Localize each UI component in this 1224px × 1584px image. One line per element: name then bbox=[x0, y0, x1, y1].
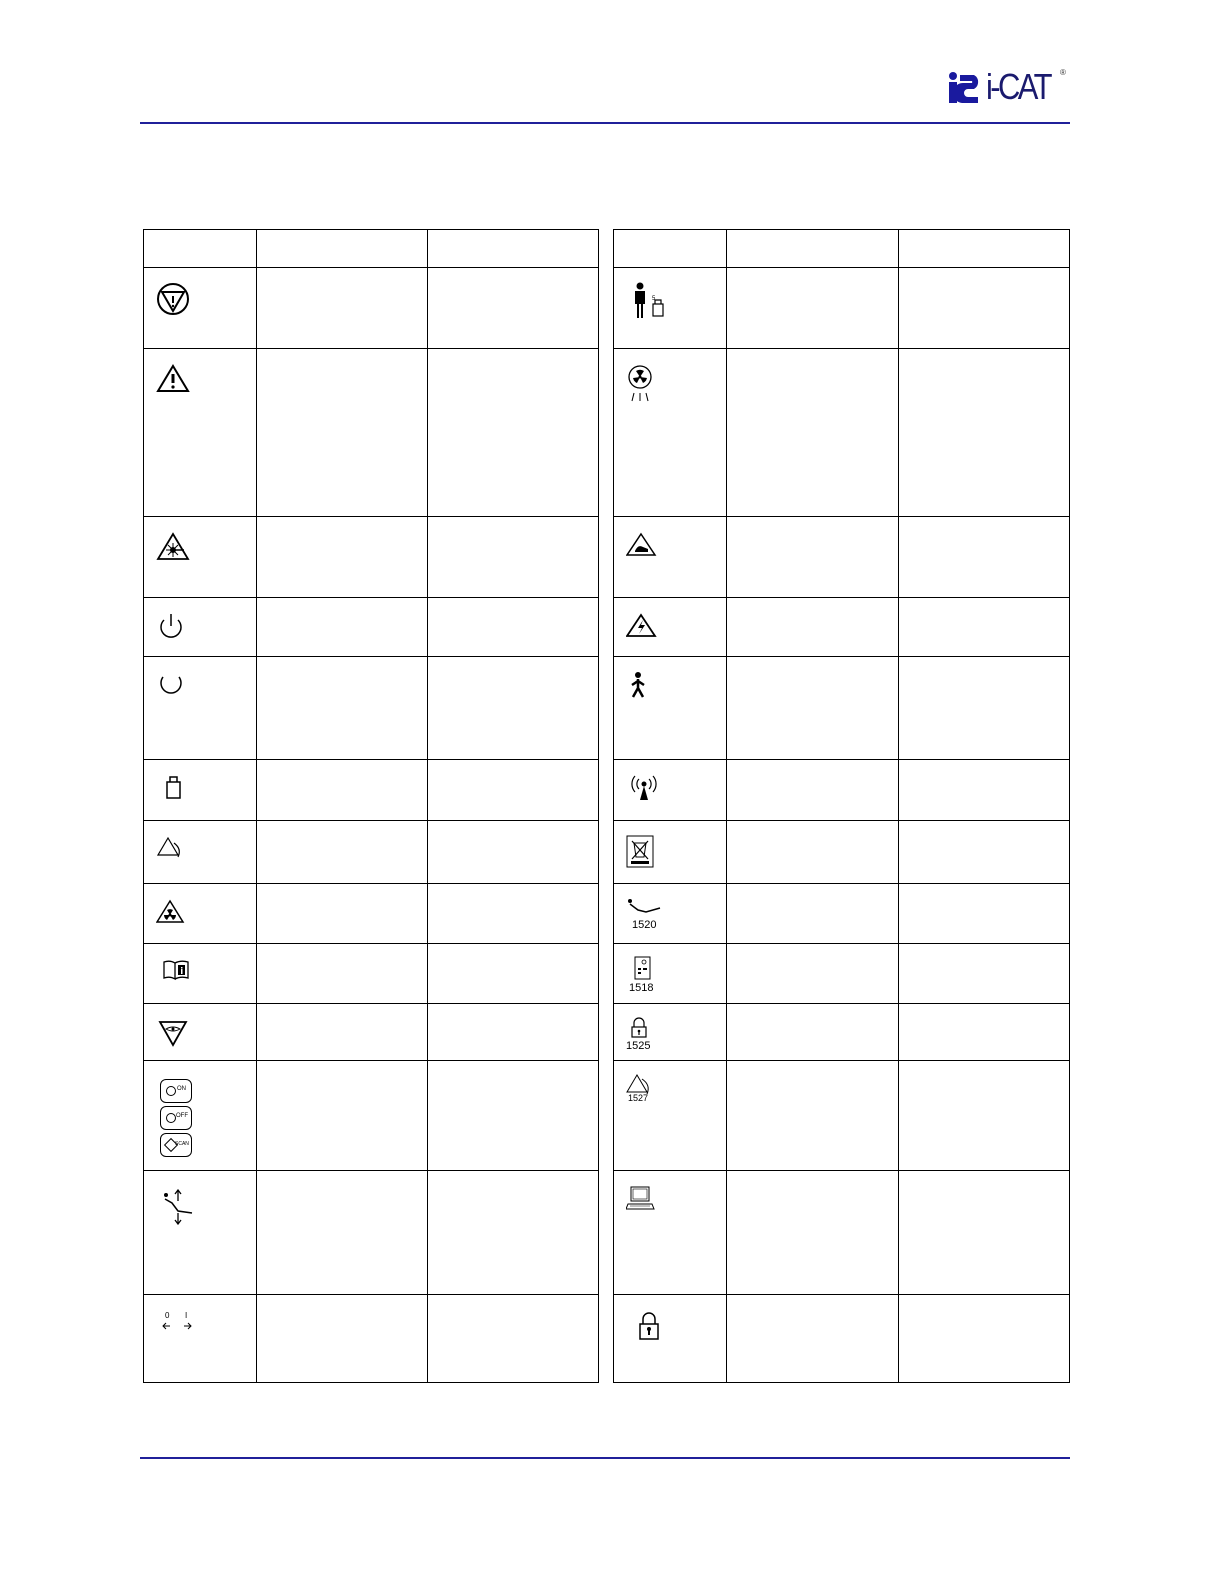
svg-text:5: 5 bbox=[652, 296, 656, 302]
scan-triangle-icon bbox=[156, 1018, 190, 1048]
pinch-hazard-icon bbox=[156, 835, 186, 861]
power-off-icon bbox=[156, 671, 186, 701]
notes-cell bbox=[898, 1061, 1069, 1171]
non-ionizing-radiation-icon bbox=[630, 774, 660, 804]
consult-manual-icon bbox=[162, 958, 192, 982]
description-cell bbox=[257, 884, 428, 944]
description-cell bbox=[257, 944, 428, 1004]
i-cat-logo bbox=[946, 68, 1070, 106]
description-cell bbox=[727, 944, 898, 1004]
weee-disposal-icon bbox=[626, 835, 656, 869]
table-row bbox=[144, 657, 599, 760]
symbol-cell bbox=[614, 1171, 727, 1295]
table-row bbox=[144, 944, 599, 1004]
table-row bbox=[144, 1171, 599, 1295]
table-header-row bbox=[144, 230, 599, 268]
symbol-cell bbox=[614, 884, 727, 944]
table-row bbox=[614, 944, 1070, 1004]
table-row bbox=[144, 884, 599, 944]
symbol-table-right bbox=[613, 229, 1070, 1383]
description-cell bbox=[257, 1171, 428, 1295]
header-cell bbox=[727, 230, 898, 268]
control-panel-icon bbox=[634, 956, 652, 980]
description-cell bbox=[257, 1061, 428, 1171]
description-cell bbox=[727, 598, 898, 657]
description-cell bbox=[727, 1061, 898, 1171]
symbol-cell bbox=[614, 821, 727, 884]
xray-source-icon bbox=[626, 363, 656, 405]
table-row bbox=[614, 760, 1070, 821]
notes-cell bbox=[428, 1004, 599, 1061]
symbol-table-left bbox=[143, 229, 599, 1383]
padlock-icon bbox=[638, 1311, 660, 1341]
symbol-cell bbox=[144, 349, 257, 517]
notes-cell bbox=[428, 1171, 599, 1295]
description-cell bbox=[257, 268, 428, 349]
caution-warning-icon bbox=[156, 363, 192, 395]
description-cell bbox=[727, 760, 898, 821]
symbol-cell bbox=[144, 1004, 257, 1061]
symbol-cell bbox=[144, 760, 257, 821]
seat-up-down-icon bbox=[162, 1189, 196, 1225]
description-cell bbox=[727, 517, 898, 598]
symbol-cell bbox=[614, 1061, 727, 1171]
table-row bbox=[144, 598, 599, 657]
notes-cell bbox=[898, 1171, 1069, 1295]
description-cell bbox=[727, 821, 898, 884]
table-row bbox=[144, 1061, 599, 1171]
table-row bbox=[614, 884, 1070, 944]
table-row bbox=[614, 657, 1070, 760]
notes-cell bbox=[428, 349, 599, 517]
symbol-cell bbox=[144, 1061, 257, 1171]
table-row bbox=[614, 517, 1070, 598]
description-cell bbox=[727, 657, 898, 760]
notes-cell bbox=[428, 760, 599, 821]
weight-icon bbox=[164, 774, 184, 800]
notes-cell bbox=[898, 517, 1069, 598]
description-cell bbox=[727, 1295, 898, 1383]
notes-cell bbox=[428, 598, 599, 657]
symbol-number: 1518 bbox=[629, 982, 654, 994]
header-cell bbox=[428, 230, 599, 268]
computer-workstation-icon bbox=[626, 1185, 656, 1213]
table-header-row bbox=[614, 230, 1070, 268]
header-cell bbox=[144, 230, 257, 268]
symbol-cell bbox=[614, 349, 727, 517]
seat-in-out-icon bbox=[162, 1313, 194, 1331]
zero-label: 0 bbox=[165, 1311, 170, 1320]
description-cell bbox=[727, 884, 898, 944]
symbol-cell bbox=[614, 517, 727, 598]
symbol-cell bbox=[144, 944, 257, 1004]
seat-recline-icon bbox=[626, 898, 662, 916]
off-label: OFF bbox=[176, 1113, 188, 1119]
registered-mark: ® bbox=[1060, 68, 1066, 77]
table-row bbox=[614, 1004, 1070, 1061]
description-cell bbox=[727, 1171, 898, 1295]
table-row bbox=[144, 1295, 599, 1383]
notes-cell bbox=[898, 1295, 1069, 1383]
description-cell bbox=[257, 821, 428, 884]
radiation-warning-icon bbox=[156, 898, 186, 926]
description-cell bbox=[727, 1004, 898, 1061]
table-row bbox=[144, 1004, 599, 1061]
table-row bbox=[614, 598, 1070, 657]
notes-cell bbox=[898, 268, 1069, 349]
header-rule bbox=[140, 122, 1070, 124]
one-label: I bbox=[185, 1311, 188, 1320]
table-row bbox=[614, 1171, 1070, 1295]
notes-cell bbox=[898, 884, 1069, 944]
notes-cell bbox=[898, 1004, 1069, 1061]
symbol-number: 1520 bbox=[632, 919, 657, 931]
crush-hazard-icon bbox=[626, 1073, 654, 1095]
description-cell bbox=[257, 657, 428, 760]
symbol-cell bbox=[144, 598, 257, 657]
on-label: ON bbox=[177, 1086, 186, 1092]
table-row bbox=[144, 517, 599, 598]
symbol-cell bbox=[614, 1295, 727, 1383]
notes-cell bbox=[428, 944, 599, 1004]
table-row bbox=[614, 1061, 1070, 1171]
symbol-cell bbox=[614, 657, 727, 760]
header-cell bbox=[257, 230, 428, 268]
notes-cell bbox=[898, 821, 1069, 884]
footer-rule bbox=[140, 1457, 1070, 1459]
description-cell bbox=[257, 517, 428, 598]
description-cell bbox=[257, 598, 428, 657]
notes-cell bbox=[898, 598, 1069, 657]
laser-warning-icon bbox=[156, 531, 192, 563]
isi-logo-icon bbox=[948, 71, 982, 105]
symbol-cell bbox=[144, 884, 257, 944]
notes-cell bbox=[428, 884, 599, 944]
notes-cell bbox=[428, 517, 599, 598]
description-cell bbox=[257, 349, 428, 517]
table-row bbox=[614, 1295, 1070, 1383]
power-standby-icon bbox=[156, 612, 186, 642]
description-cell bbox=[257, 760, 428, 821]
hand-pinch-warning-icon bbox=[626, 531, 658, 559]
notes-cell bbox=[898, 657, 1069, 760]
description-cell bbox=[727, 268, 898, 349]
notes-cell bbox=[428, 657, 599, 760]
description-cell bbox=[257, 1295, 428, 1383]
notes-cell bbox=[428, 1061, 599, 1171]
lock-icon bbox=[630, 1017, 648, 1039]
table-row bbox=[144, 349, 599, 517]
notes-cell bbox=[898, 349, 1069, 517]
symbol-cell bbox=[144, 1171, 257, 1295]
symbol-number: 1525 bbox=[626, 1040, 651, 1052]
description-cell bbox=[257, 1004, 428, 1061]
type-b-applied-part-icon bbox=[626, 671, 652, 701]
symbol-cell bbox=[614, 760, 727, 821]
table-row bbox=[614, 268, 1070, 349]
on-off-scan-buttons-icon bbox=[160, 1079, 194, 1159]
header-cell bbox=[614, 230, 727, 268]
symbol-cell bbox=[614, 268, 727, 349]
symbol-cell bbox=[144, 821, 257, 884]
notes-cell bbox=[428, 268, 599, 349]
symbol-cell bbox=[614, 944, 727, 1004]
symbol-cell bbox=[144, 657, 257, 760]
notes-cell bbox=[428, 1295, 599, 1383]
symbol-number: 1527 bbox=[628, 1093, 649, 1103]
description-cell bbox=[727, 349, 898, 517]
notes-cell bbox=[898, 944, 1069, 1004]
symbol-cell bbox=[614, 1004, 727, 1061]
notes-cell bbox=[898, 760, 1069, 821]
symbol-cell bbox=[144, 268, 257, 349]
patient-weight-icon bbox=[630, 282, 666, 320]
notes-cell bbox=[428, 821, 599, 884]
symbol-cell bbox=[614, 598, 727, 657]
electrical-hazard-icon bbox=[626, 612, 658, 640]
brand-text: i-CAT bbox=[986, 66, 1050, 107]
symbol-cell bbox=[144, 1295, 257, 1383]
symbol-cell bbox=[144, 517, 257, 598]
table-row bbox=[614, 349, 1070, 517]
table-row bbox=[144, 821, 599, 884]
table-row bbox=[614, 821, 1070, 884]
header-cell bbox=[898, 230, 1069, 268]
table-row bbox=[144, 760, 599, 821]
scan-label: SCAN bbox=[175, 1141, 189, 1147]
table-row bbox=[144, 268, 599, 349]
emergency-stop-icon bbox=[156, 282, 192, 318]
